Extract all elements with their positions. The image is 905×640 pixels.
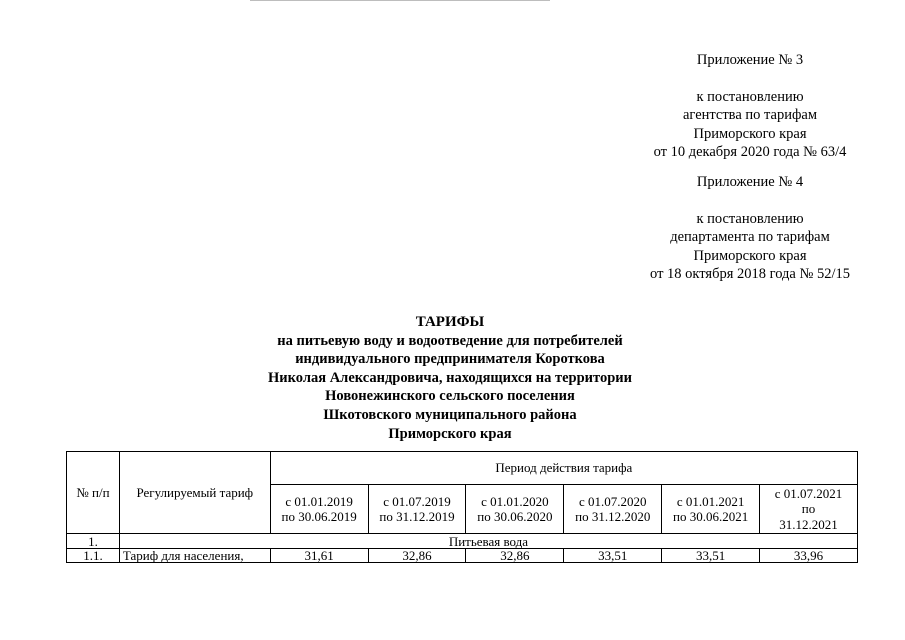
- header-tariff: Регулируемый тариф: [119, 452, 270, 534]
- period-cell: с 01.07.2021 по 31.12.2021: [760, 485, 858, 534]
- document-title: [195, 313, 705, 443]
- table-row: [67, 549, 858, 563]
- row-value: 33,96: [760, 549, 858, 563]
- table-section-row: [67, 534, 858, 549]
- appendix-3-line4: от 10 декабря 2020 года № 63/4: [653, 144, 847, 160]
- row-value: 33,51: [564, 549, 662, 563]
- row-num: 1.1.: [67, 549, 120, 563]
- tariffs-table: [66, 451, 858, 563]
- period-cell: с 01.07.2020 по 31.12.2020: [564, 485, 662, 534]
- title-line: Новонежинского сельского поселения: [325, 388, 575, 405]
- period-cell: с 01.01.2020 по 30.06.2020: [466, 485, 564, 534]
- row-value: 33,51: [662, 549, 760, 563]
- title-line: Приморского края: [388, 425, 512, 442]
- appendix-4-block: [595, 173, 905, 284]
- appendix-4-line1: к постановлению: [696, 210, 804, 227]
- appendix-4-line4: от 18 октября 2018 года № 52/15: [650, 266, 850, 282]
- section-num: 1.: [67, 534, 120, 549]
- appendix-3-line1: к постановлению: [696, 88, 804, 105]
- row-value: 32,86: [368, 549, 466, 563]
- title-main: ТАРИФЫ: [415, 314, 485, 330]
- title-line: на питьевую воду и водоотведение для потребителей: [277, 332, 623, 349]
- row-tariff: Тариф для населения,: [119, 549, 270, 563]
- appendix-3-heading: Приложение № 3: [696, 52, 804, 68]
- appendix-3-block: [595, 51, 905, 162]
- period-cell: с 01.01.2021 по 30.06.2021: [662, 485, 760, 534]
- title-line: индивидуального предпринимателя Короткова: [295, 351, 605, 368]
- appendix-4-line2: департамента по тарифам: [670, 229, 830, 245]
- header-period: Период действия тарифа: [270, 452, 857, 485]
- appendix-3-line3: Приморского края: [693, 125, 807, 142]
- scan-top-edge: [250, 0, 550, 1]
- appendix-3-line2: агентства по тарифам: [683, 107, 817, 123]
- row-value: 32,86: [466, 549, 564, 563]
- appendix-4-heading: Приложение № 4: [696, 174, 804, 190]
- row-value: 31,61: [270, 549, 368, 563]
- header-num: № п/п: [67, 452, 120, 534]
- table-header-row: [67, 452, 858, 485]
- appendix-4-line3: Приморского края: [693, 247, 807, 264]
- period-cell: с 01.01.2019 по 30.06.2019: [270, 485, 368, 534]
- period-cell: с 01.07.2019 по 31.12.2019: [368, 485, 466, 534]
- section-label: Питьевая вода: [119, 534, 857, 549]
- title-line: Николая Александровича, находящихся на территории: [268, 369, 632, 386]
- title-line: Шкотовского муниципального района: [323, 406, 577, 423]
